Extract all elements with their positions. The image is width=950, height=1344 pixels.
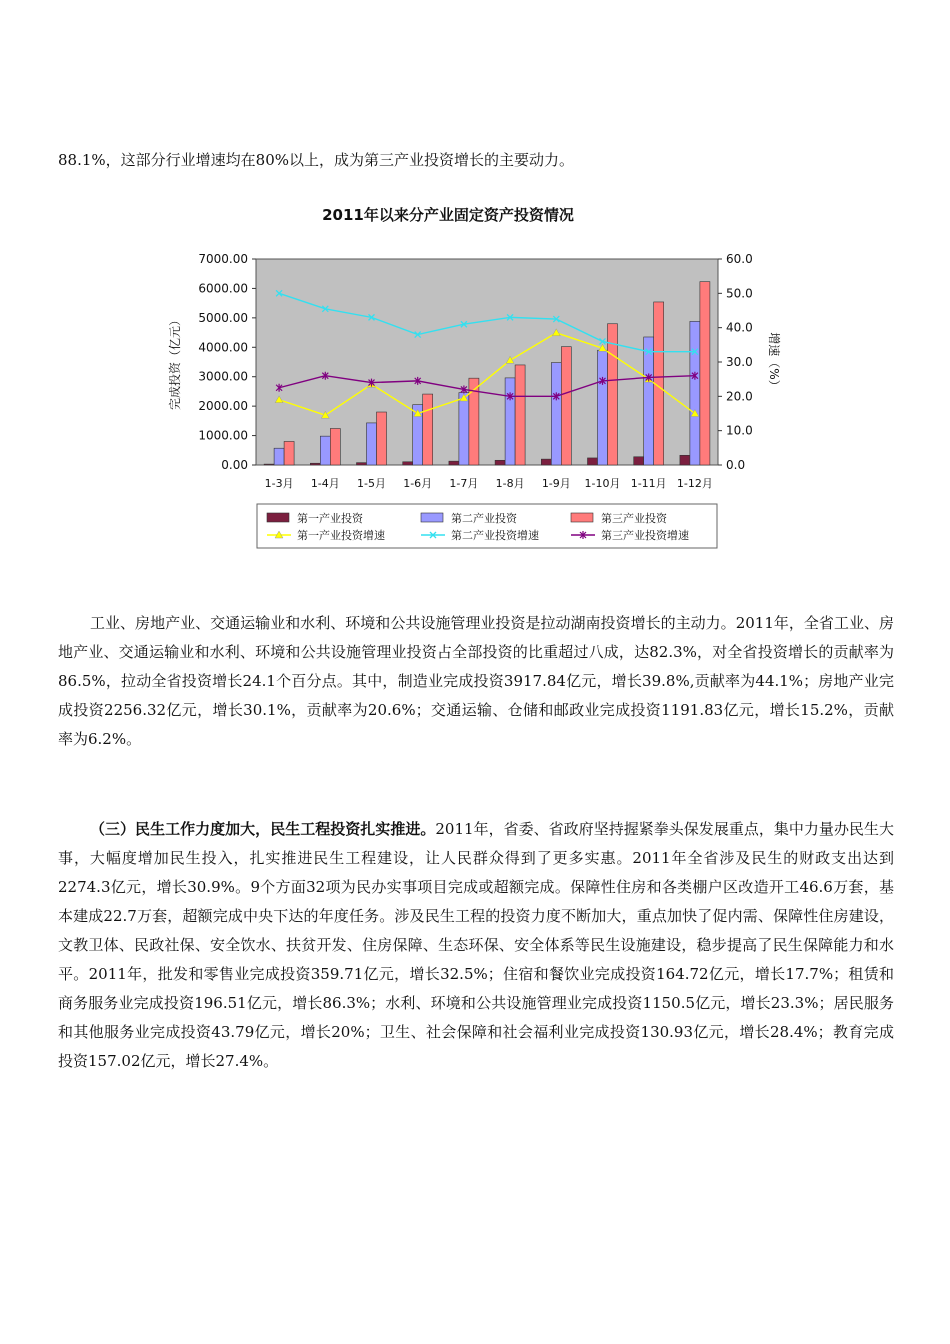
legend-label: 第二产业投资增速 <box>451 529 539 542</box>
y-tick-label: 2000.00 <box>198 399 248 414</box>
bar <box>634 457 644 465</box>
bar <box>264 464 274 465</box>
y-tick-label: 0.00 <box>221 458 248 472</box>
y2-axis-label: 增速（%） <box>767 332 781 392</box>
bar <box>598 350 608 465</box>
bar <box>274 448 284 465</box>
x-tick-label: 1-9月 <box>541 477 571 490</box>
left-axis-ticks <box>198 252 256 472</box>
paragraph-livelihood <box>58 815 894 1076</box>
x-tick-label: 1-3月 <box>264 477 294 490</box>
x-tick-label: 1-5月 <box>357 477 386 490</box>
bar <box>320 436 330 465</box>
bar <box>423 394 433 465</box>
bar <box>284 441 294 465</box>
bar <box>357 463 367 465</box>
section-body: 2011年，省委、省政府坚持握紧拳头保发展重点，集中力量办民生大事，大幅度增加民生投入，扎实推进民生工程建设，让人民群众得到了更多实惠。2011年全省涉及民生的财政支出达到2274.3亿元，增长30.9%。9个方面32项为民办实事项目完成或超额完成。保障性住房和各类棚户区改造开工46.6万套，基本建成22.7万套，超额完成中央下达的年度任务。涉及民生工程的投资力度不断加大，重点加快了促内需、保障性住房建设，文教卫体、民政社保、安全饮水、扶贫开发、住房保障、生态环保、安全体系等民生设施建设，稳步提高了民生保障能力和水平。2011年，批发和零售业完成投资359.71亿元，增长32.5%；住宿和餐饮业完成投资164.72亿元，增长17.7%；租赁和商务服务业完成投资196.51亿元，增长86.3%；水利、环境和公共设施管理业完成投资1150.5亿元，增长23.3%；居民服务和其他服务业完成投资43.79亿元，增长20%；卫生、社会保障和社会福利业完成投资130.93亿元，增长28.4%；教育完成投资157.02亿元，增长27.4%。 <box>58 820 894 1070</box>
x-tick-label: 1-4月 <box>310 477 340 490</box>
bar <box>403 462 413 465</box>
chart-svg <box>165 196 781 556</box>
y2-tick-label: 20.0 <box>726 389 753 404</box>
right-axis-ticks <box>718 252 753 472</box>
bar <box>551 363 561 465</box>
x-tick-label: 1-8月 <box>495 477 525 490</box>
legend-label: 第一产业投资 <box>297 512 363 525</box>
x-tick-label: 1-7月 <box>449 477 479 490</box>
y-axis-label: 完成投资（亿元） <box>168 313 182 411</box>
paragraph-intro: 88.1%，这部分行业增速均在80%以上，成为第三产业投资增长的主要动力。 <box>58 151 574 169</box>
bar <box>330 429 340 465</box>
bar <box>515 365 525 465</box>
bar <box>310 463 320 465</box>
legend-swatch <box>267 513 289 522</box>
y2-tick-label: 30.0 <box>726 355 753 369</box>
y-tick-label: 3000.00 <box>198 369 248 384</box>
paragraph-industry: 工业、房地产业、交通运输业和水利、环境和公共设施管理业投资是拉动湖南投资增长的主动力。2011年，全省工业、房地产业、交通运输业和水利、环境和公共设施管理业投资占全部投资的比重超过八成，达82.3%，对全省投资增长的贡献率为86.5%，拉动全省投资增长24.1个百分点。其中，制造业完成投资3917.84亿元，增长39.8%,贡献率为44.1%；房地产业完成投资2256.32亿元，增长30.1%，贡献率为20.6%；交通运输、仓储和邮政业完成投资1191.83亿元，增长15.2%，贡献率为6.2%。 <box>58 614 894 748</box>
x-axis-ticks <box>265 477 713 490</box>
bar <box>459 393 469 465</box>
y-tick-label: 4000.00 <box>198 340 248 355</box>
bar <box>690 321 700 465</box>
y2-tick-label: 40.0 <box>726 320 753 335</box>
legend-swatch <box>571 513 593 522</box>
bar <box>588 458 598 465</box>
y2-tick-label: 50.0 <box>726 286 753 301</box>
bar <box>367 423 377 465</box>
x-tick-label: 1-6月 <box>403 477 433 490</box>
legend-label: 第一产业投资增速 <box>297 529 385 542</box>
y2-tick-label: 10.0 <box>726 423 753 438</box>
y-tick-label: 6000.00 <box>198 281 248 296</box>
legend-label: 第二产业投资 <box>451 512 517 525</box>
bar <box>700 282 710 465</box>
x-tick-label: 1-10月 <box>584 477 621 490</box>
y2-tick-label: 0.0 <box>726 458 746 472</box>
bar <box>495 460 505 465</box>
chart-title: 2011年以来分产业固定资产投资情况 <box>322 206 574 224</box>
section-heading: （三）民生工作力度加大，民生工程投资扎实推进。 <box>90 820 436 838</box>
y-tick-label: 5000.00 <box>198 310 248 325</box>
bar <box>449 461 459 465</box>
bar <box>680 455 690 465</box>
x-tick-label: 1-11月 <box>630 477 667 490</box>
bar <box>377 412 387 465</box>
y-tick-label: 1000.00 <box>198 428 248 443</box>
x-tick-label: 1-12月 <box>676 477 713 490</box>
y2-tick-label: 60.0 <box>726 252 753 266</box>
bar <box>541 459 551 465</box>
bar <box>505 378 515 465</box>
legend-label: 第三产业投资 <box>601 512 667 525</box>
bar <box>644 337 654 465</box>
investment-chart <box>165 196 781 556</box>
y-tick-label: 7000.00 <box>198 252 248 266</box>
legend-swatch <box>421 513 443 522</box>
legend-label: 第三产业投资增速 <box>601 529 689 542</box>
bar <box>561 347 571 465</box>
